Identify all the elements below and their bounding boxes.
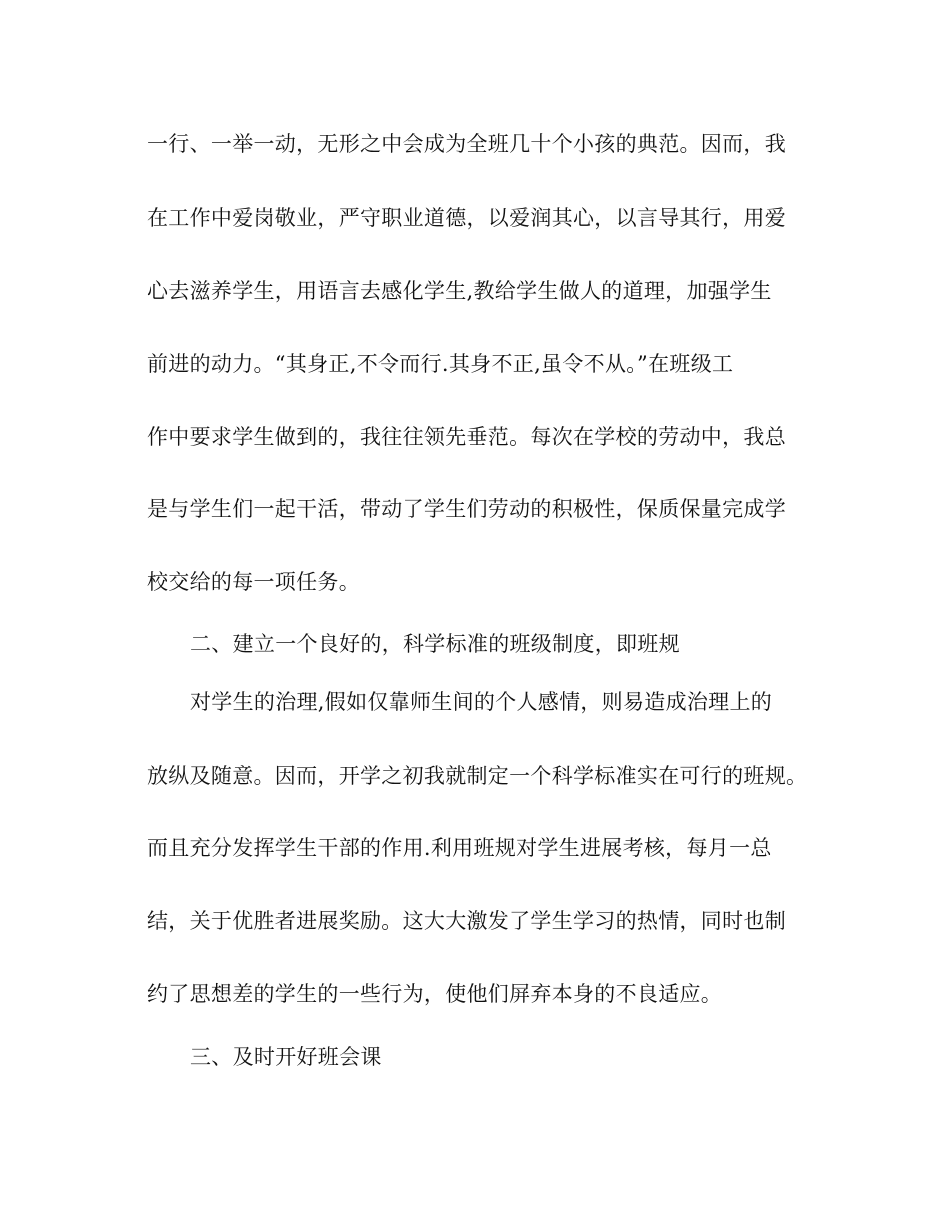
- paragraph-line: 前进的动力。“其身正,不令而行.其身不正,虽令不从。”在班级工: [147, 352, 734, 376]
- paragraph-line: 放纵及随意。因而，开学之初我就制定一个科学标准实在可行的班规。: [147, 764, 808, 788]
- paragraph-line: 而且充分发挥学生干部的作用.利用班规对学生进展考核，每月一总: [147, 836, 772, 860]
- section-heading: 三、及时开好班会课: [190, 1045, 382, 1069]
- paragraph-line: 是与学生们一起干活，带动了学生们劳动的积极性，保质保量完成学: [147, 497, 786, 521]
- paragraph-line: 作中要求学生做到的，我往往领先垂范。每次在学校的劳动中，我总: [147, 425, 786, 449]
- paragraph-line: 在工作中爱岗敬业，严守职业道德，以爱润其心，以言导其行，用爱: [147, 206, 786, 230]
- paragraph-line: 心去滋养学生，用语言去感化学生,教给学生做人的道理，加强学生: [147, 279, 772, 303]
- paragraph-line: 对学生的治理,假如仅靠师生间的个人感情，则易造成治理上的: [190, 690, 773, 714]
- paragraph-line: 约了思想差的学生的一些行为，使他们屏弃本身的不良适应。: [147, 982, 723, 1006]
- paragraph-line: 校交给的每一项任务。: [147, 570, 360, 594]
- paragraph-line: 一行、一举一动，无形之中会成为全班几十个小孩的典范。因而，我: [147, 132, 786, 156]
- paragraph-line: 结，关于优胜者进展奖励。这大大激发了学生学习的热情，同时也制: [147, 909, 786, 933]
- section-heading: 二、建立一个良好的，科学标准的班级制度，即班规: [190, 632, 680, 656]
